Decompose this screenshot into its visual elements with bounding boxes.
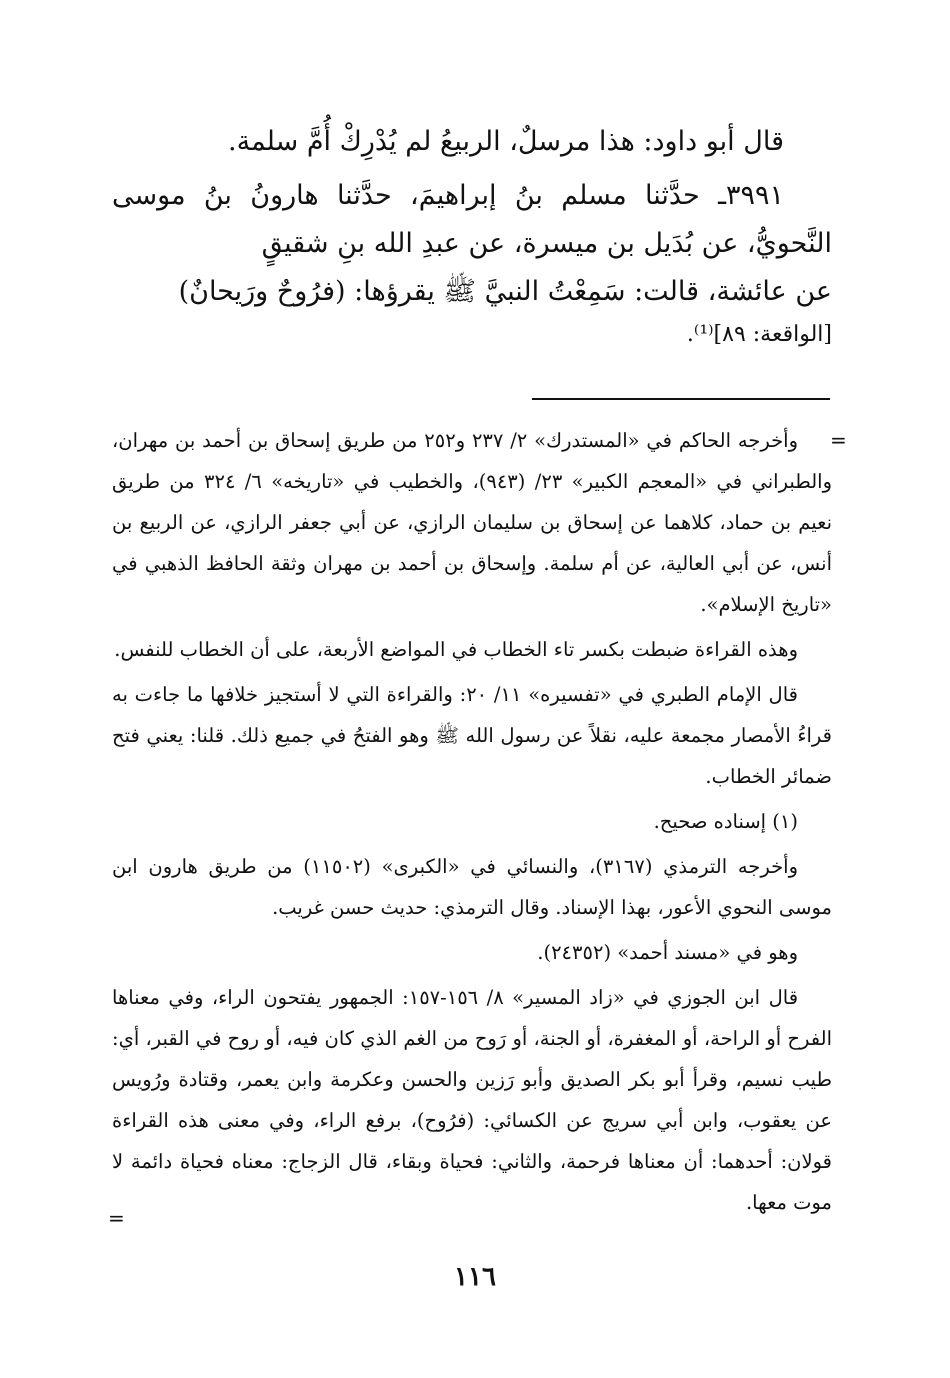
- footnotes-block: [112, 420, 832, 1227]
- main-line-quran-ref: [الواقعة: ٨٩]⁽¹⁾.: [686, 322, 832, 347]
- footnote-paragraph: وهو في «مسند أحمد» (٢٤٣٥٢).: [537, 941, 798, 964]
- footnote-paragraph: قال ابن الجوزي في «زاد المسير» ٨/ ١٥٦-١٥٧: الجمهور يفتحون الراء، وفي معناها الفرح أو الراحة، أو المغفرة، أو الجنة، أو رَوح من الغم الذي كان فيه، أو روح في القبر، أي: طيب نسيم، وقرأ أبو بكر الصديق وأبو رَزين والحسن وعكرمة وابن يعمر، وقتادة ورُويس عن يعقوب، وابن أبي سريج عن الكسائي: (فرُوح)، برفع الراء، وفي معنى هذه القراءة قولان: أحدهما: أن معناها فرحمة، والثاني: فحياة وبقاء، قال الزجاج: معناه فحياة دائمة لا موت معها.: [112, 986, 832, 1214]
- continuation-mark-top: =: [830, 428, 847, 452]
- page-number: ١١٦: [454, 1262, 496, 1292]
- footnote-paragraph: وأخرجه الحاكم في «المستدرك» ٢/ ٢٣٧ و٢٥٢ من طريق إسحاق بن أحمد بن مهران، والطبراني في «المعجم الكبير» ٢٣/ (٩٤٣)، والخطيب في «تاريخه» ٦/ ٣٢٤ من طريق نعيم بن حماد، كلاهما عن إسحاق بن سليمان الرازي، عن أبي جعفر الرازي، عن الربيع بن أنس، عن أبي العالية، عن أم سلمة. وإسحاق بن أحمد بن مهران وثقة الحافظ الذهبي في «تاريخ الإسلام».: [112, 429, 832, 616]
- main-text-block: [112, 118, 832, 354]
- footnote-paragraph: قال الإمام الطبري في «تفسيره» ١١/ ٢٠: والقراءة التي لا أستجيز خلافها ما جاءت به قراءُ الأمصار مجمعة عليه، نقلاً عن رسول الله ﷺ وهو الفتحُ في جميع ذلك. قلنا: يعني فتح ضمائر الخطاب.: [112, 683, 832, 788]
- main-line-abu-dawud: قال أبو داود: هذا مرسلٌ، الربيعُ لم يُدْرِكْ أُمَّ سلمة.: [228, 126, 784, 157]
- footnote-paragraph: وهذه القراءة ضبطت بكسر تاء الخطاب في المواضع الأربعة، على أن الخطاب للنفس.: [114, 638, 798, 661]
- footnote-number-paragraph: (١) إسناده صحيح.: [653, 810, 798, 833]
- continuation-mark-bottom: =: [108, 1206, 125, 1230]
- footnote-divider: [532, 398, 830, 400]
- main-line-hadith-number: ٣٩٩١ـ حدَّثنا مسلم بنُ إبراهيمَ، حدَّثنا هارونُ بنُ موسى النَّحويُّ، عن بُدَيل بن ميسرة، عن عبدِ الله بنِ شقيقٍ: [112, 180, 832, 259]
- main-line-aisha: عن عائشة، قالت: سَمِعْتُ النبيَّ ﷺ يقرؤها: (فرُوحٌ ورَيحانٌ): [178, 276, 832, 307]
- footnote-paragraph: وأخرجه الترمذي (٣١٦٧)، والنسائي في «الكبرى» (١١٥٠٢) من طريق هارون ابن موسى النحوي الأعور، بهذا الإسناد. وقال الترمذي: حديث حسن غريب.: [112, 855, 832, 919]
